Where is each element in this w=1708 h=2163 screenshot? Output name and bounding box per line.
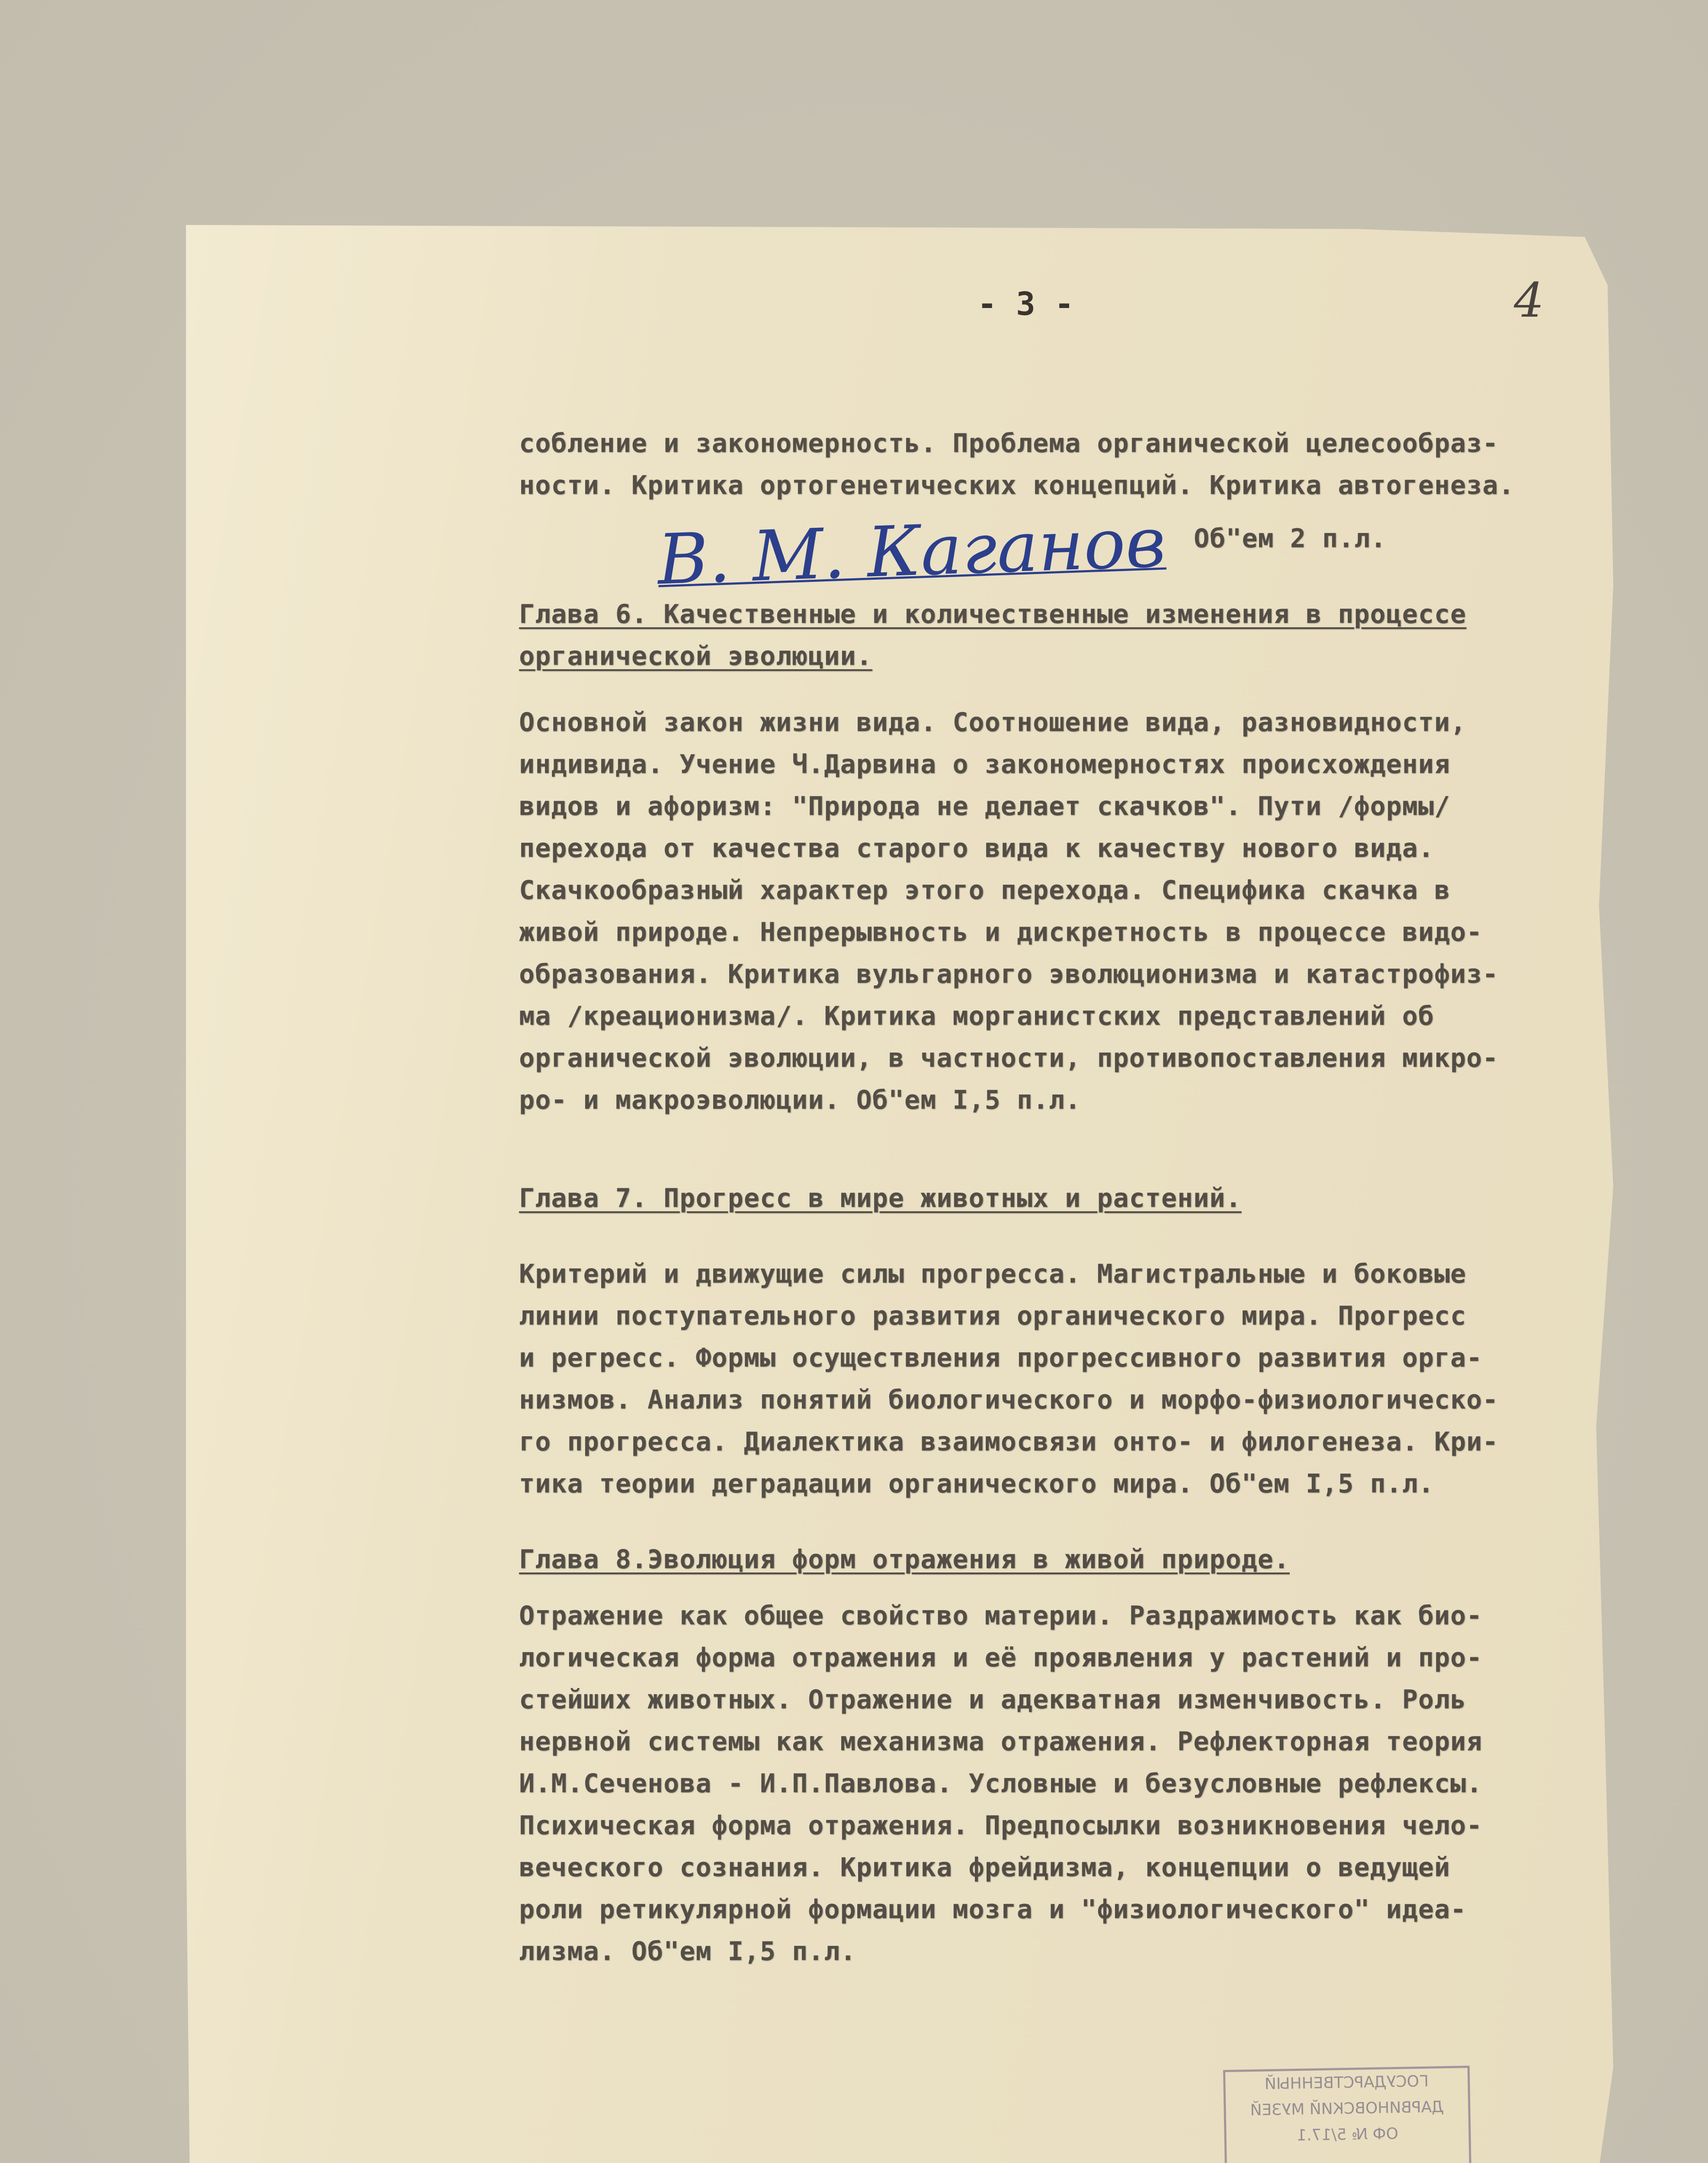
text-line: низмов. Анализ понятий биологического и морфо-физиологическо- bbox=[519, 1385, 1499, 1415]
top-block bbox=[519, 428, 1592, 512]
stamp-line: ОФ № 5/17.1 bbox=[1296, 2124, 1399, 2145]
text-line: роли ретикулярной формации мозга и "физиологического" идеа- bbox=[519, 1894, 1467, 1925]
text-line: Скачкообразный характер этого перехода. Специфика скачка в bbox=[519, 875, 1451, 905]
heading-line: Глава 6. Качественные и количественные изменения в процессе bbox=[519, 599, 1467, 629]
chapter7-heading: Глава 7. Прогресс в мире животных и растений. bbox=[519, 1183, 1242, 1213]
text-line: го прогресса. Диалектика взаимосвязи онто- и филогенеза. Кри- bbox=[519, 1427, 1499, 1457]
text-line: Отражение как общее свойство материи. Раздражимость как био- bbox=[519, 1601, 1483, 1631]
heading-line: органической эволюции. bbox=[519, 641, 872, 671]
handwritten-signature: В. М. Каганов bbox=[656, 501, 1167, 600]
text-line: логическая форма отражения и её проявления у растений и про- bbox=[519, 1643, 1483, 1673]
text-line: собление и закономерность. Проблема органической целесообраз- bbox=[519, 428, 1499, 459]
page-number: - 3 - bbox=[977, 286, 1074, 323]
text-line: тика теории деградации органического мира. Об"ем I,5 п.л. bbox=[519, 1469, 1435, 1499]
text-line: органической эволюции, в частности, противопоставления микро- bbox=[519, 1043, 1499, 1073]
text-line: и регресс. Формы осуществления прогрессивного развития орга- bbox=[519, 1343, 1483, 1373]
stamp-line: ДАРВИНОВСКИЙ МУЗЕЙ bbox=[1250, 2098, 1444, 2119]
chapter6-body bbox=[519, 707, 1592, 1127]
text-line: ро- и макроэволюции. Об"ем I,5 п.л. bbox=[519, 1085, 1081, 1115]
text-line: перехода от качества старого вида к качеству нового вида. bbox=[519, 833, 1435, 863]
text-line: образования. Критика вульгарного эволюционизма и катастрофиз- bbox=[519, 959, 1499, 989]
text-line: ма /креационизма/. Критика морганистских представлений об bbox=[519, 1001, 1435, 1031]
text-line: И.М.Сеченова - И.П.Павлова. Условные и безусловные рефлексы. bbox=[519, 1768, 1483, 1799]
chapter8-heading: Глава 8.Эволюция форм отражения в живой природе. bbox=[519, 1544, 1290, 1575]
chapter8-body bbox=[519, 1601, 1592, 1978]
museum-stamp bbox=[1223, 2066, 1471, 2163]
text-line: нервной системы как механизма отражения. Рефлекторная теория bbox=[519, 1727, 1483, 1757]
text-line: видов и афоризм: "Природа не делает скачков". Пути /формы/ bbox=[519, 791, 1451, 822]
stamp-line: ГОСУДАРСТВЕННЫЙ bbox=[1264, 2072, 1429, 2093]
text-line: Психическая форма отражения. Предпосылки возникновения чело- bbox=[519, 1810, 1483, 1841]
chapter7-body bbox=[519, 1259, 1592, 1511]
text-line: живой природе. Непрерывность и дискретность в процессе видо- bbox=[519, 917, 1483, 947]
text-line: линии поступательного развития органического мира. Прогресс bbox=[519, 1301, 1467, 1331]
text-line: индивида. Учение Ч.Дарвина о закономерностях происхождения bbox=[519, 749, 1451, 780]
chapter6-heading bbox=[519, 599, 1592, 683]
text-line: Критерий и движущие силы прогресса. Магистральные и боковые bbox=[519, 1259, 1467, 1289]
text-line: лизма. Об"ем I,5 п.л. bbox=[519, 1936, 856, 1967]
text-line: стейших животных. Отражение и адекватная изменчивость. Роль bbox=[519, 1685, 1467, 1715]
text-line: ности. Критика ортогенетических концепций. Критика автогенеза. bbox=[519, 470, 1515, 501]
text-line: веческого сознания. Критика фрейдизма, концепции о ведущей bbox=[519, 1852, 1451, 1883]
text-line: Основной закон жизни вида. Соотношение вида, разновидности, bbox=[519, 707, 1467, 738]
corner-mark: 4 bbox=[1514, 273, 1544, 328]
volume-note: Об"ем 2 п.л. bbox=[1194, 523, 1387, 554]
